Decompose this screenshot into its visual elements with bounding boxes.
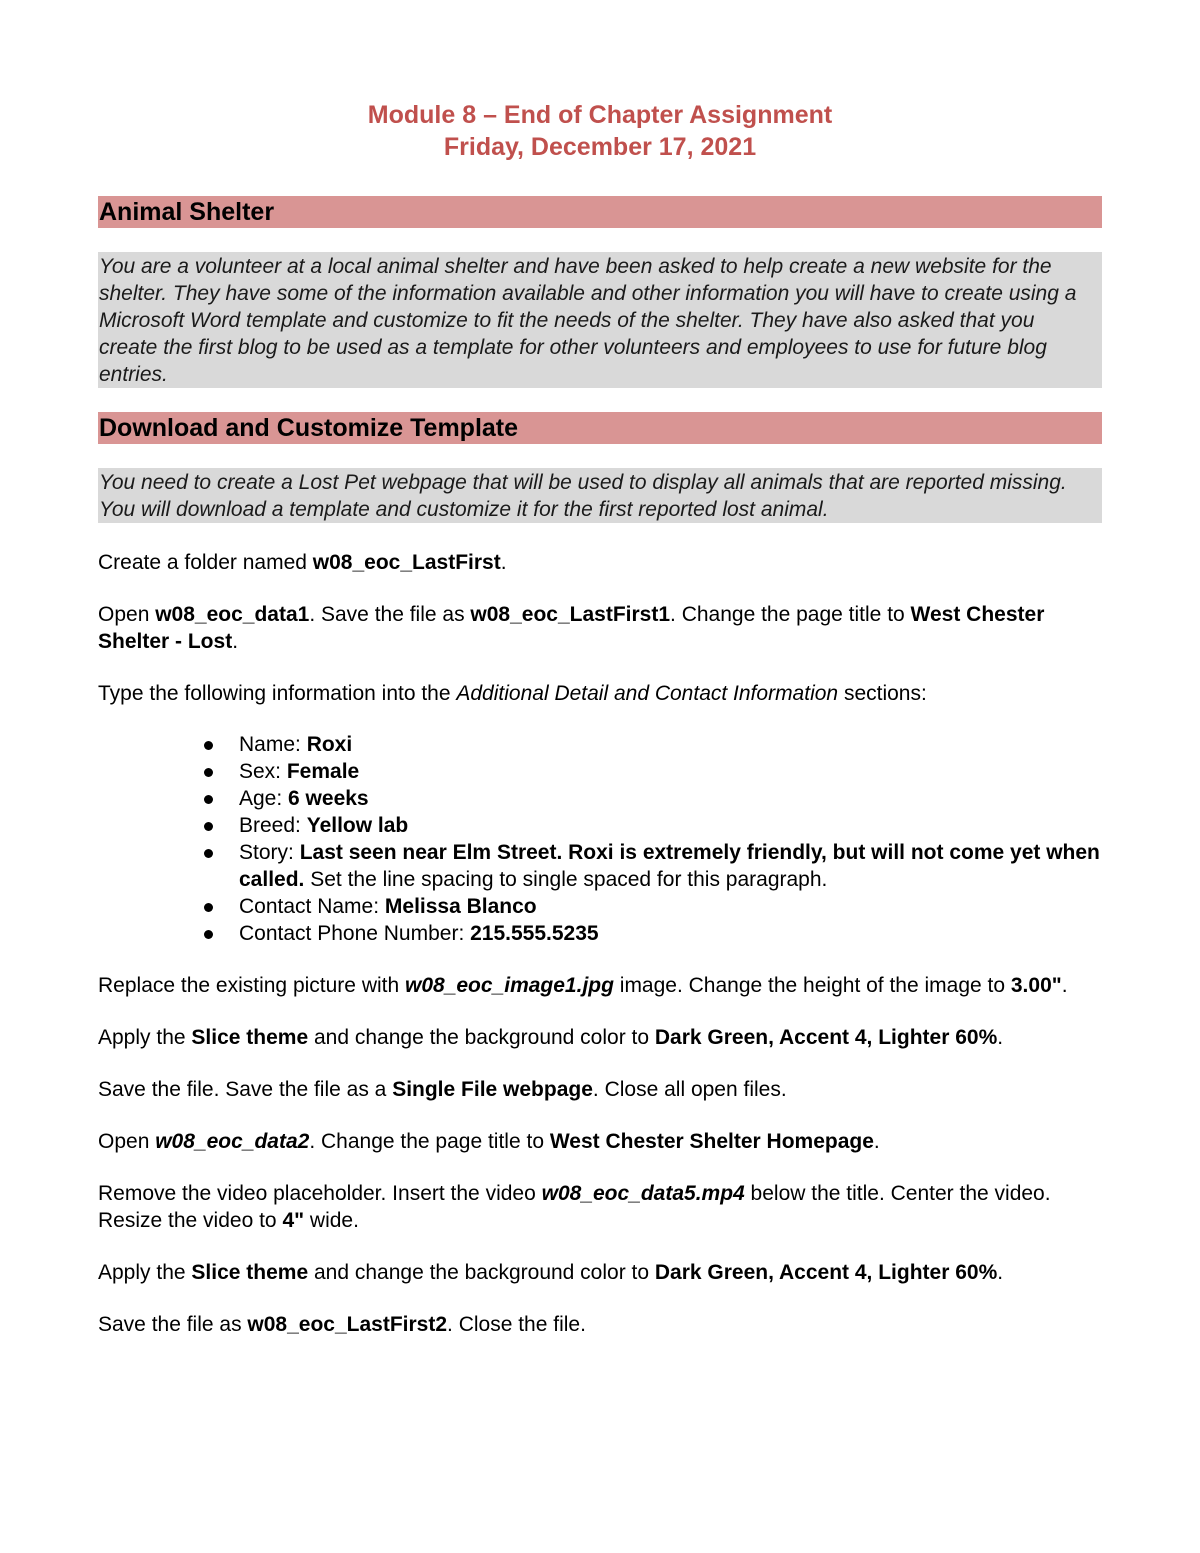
- list-item: Breed: Yellow lab: [98, 812, 1102, 839]
- step-open-data2: Open w08_eoc_data2. Change the page title to West Chester Shelter Homepage.: [98, 1130, 880, 1153]
- bullet-icon: [204, 849, 213, 858]
- list-item: Age: 6 weeks: [98, 785, 1102, 812]
- bullet-icon: [204, 822, 213, 831]
- step-apply-theme-1: Apply the Slice theme and change the background color to Dark Green, Accent 4, Lighter 60%.: [98, 1026, 1004, 1049]
- bullet-icon: [204, 930, 213, 939]
- step-replace-picture: Replace the existing picture with w08_eoc_image1.jpg image. Change the height of the image to 3.00".: [98, 974, 1068, 997]
- pet-details-list: [98, 731, 1102, 947]
- list-item: Story: Last seen near Elm Street. Roxi is extremely friendly, but will not come yet when called. Set the line spacing to single spaced for this paragraph.: [98, 839, 1102, 893]
- list-item: Sex: Female: [98, 758, 1102, 785]
- step-save-webpage: Save the file. Save the file as a Single File webpage. Close all open files.: [98, 1078, 787, 1101]
- bullet-icon: [204, 741, 213, 750]
- step-insert-video: Remove the video placeholder. Insert the video w08_eoc_data5.mp4 below the title. Center the video. Resize the video to 4" wide.: [98, 1182, 1051, 1232]
- section-intro-download-template: You need to create a Lost Pet webpage that will be used to display all animals that are reported missing. You will download a template and customize it for the first reported lost animal.: [98, 468, 1102, 523]
- step-apply-theme-2: Apply the Slice theme and change the background color to Dark Green, Accent 4, Lighter 60%.: [98, 1261, 1004, 1284]
- step-create-folder: Create a folder named w08_eoc_LastFirst.: [98, 551, 507, 574]
- document-header: [98, 99, 1102, 163]
- bullet-icon: [204, 768, 213, 777]
- list-item: Name: Roxi: [98, 731, 1102, 758]
- section-heading-animal-shelter: Animal Shelter: [98, 196, 1102, 228]
- section-heading-download-template: Download and Customize Template: [98, 412, 1102, 444]
- bullet-icon: [204, 795, 213, 804]
- document-title: Module 8 – End of Chapter Assignment: [367, 101, 833, 129]
- section-intro-animal-shelter: You are a volunteer at a local animal shelter and have been asked to help create a new website for the shelter. They have some of the information available and other information you will have to create using a Microsoft Word template and customize to fit the needs of the shelter. They have also asked that you create the first blog to be used as a template for other volunteers and employees to use for future blog entries.: [98, 252, 1102, 388]
- step-open-data1: Open w08_eoc_data1. Save the file as w08_eoc_LastFirst1. Change the page title to West Chester Shelter - Lost.: [98, 603, 1045, 653]
- step-type-information: Type the following information into the Additional Detail and Contact Information sections:: [98, 682, 927, 705]
- list-item: Contact Phone Number: 215.555.5235: [98, 920, 1102, 947]
- step-save-lastfirst2: Save the file as w08_eoc_LastFirst2. Close the file.: [98, 1313, 586, 1336]
- document-page: [98, 96, 1102, 1338]
- bullet-icon: [204, 903, 213, 912]
- list-item: Contact Name: Melissa Blanco: [98, 893, 1102, 920]
- document-date: Friday, December 17, 2021: [443, 133, 757, 161]
